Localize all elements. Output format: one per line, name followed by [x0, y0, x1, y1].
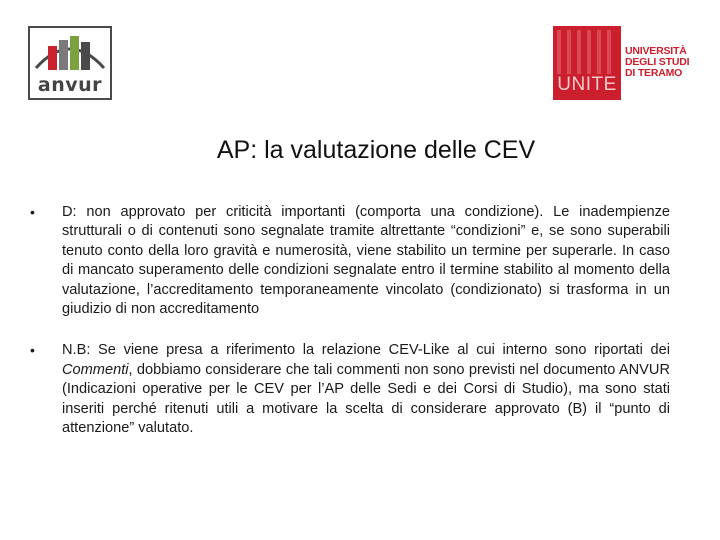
unite-logo-block [553, 26, 621, 100]
anvur-logo-text: anvur [37, 74, 103, 96]
bullet-text [62, 203, 670, 319]
bullet-text-segment: N.B: Se viene presa a riferimento la relazione CEV-Like al cui interno sono riportati dei [62, 342, 670, 359]
bullet-list [28, 203, 670, 460]
bullet-item-outcome-d [28, 203, 670, 319]
unite-logo-stripes [553, 26, 621, 76]
bullet-item-nb [28, 341, 670, 438]
unite-logo [553, 26, 699, 100]
bullet-marker: • [30, 204, 35, 220]
bullet-marker: • [30, 342, 35, 359]
bullet-text-segment: , dobbiamo considerare che tali commenti non sono previsti nel documento ANVUR (Indicazioni operative per le CEV per l’AP delle Sedi e dei Corsi di Studio), ma sono stati inseriti perché ritenuti utili a motivare la scelta di considerare approvato (B) il “punto di attenzione” valutato. [62, 361, 670, 437]
unite-name-line: DEGLI STUDI [625, 56, 690, 68]
bullet-text-emphasis: Commenti [62, 361, 129, 378]
bullet-text-segment: D: non approvato per criticità importanti (comporta una condizione). Le inadempienze strutturali o di contenuti sono segnalate tramite altrettante “condizioni” e, se sono superabili tenuto conto della loro gravità e numerosità, viene stabilito un termine per superarle. In caso di mancato superamento delle condizioni segnalate entro il termine stabilito al momento della valutazione, l’accreditamento temporaneamente vincolato (condizionato) si trasforma in un giudizio di non accreditamento [62, 204, 670, 318]
unite-logo-word: UNITE [557, 74, 617, 95]
anvur-logo [28, 26, 112, 100]
unite-name-line: DI TERAMO [625, 67, 683, 79]
slide-title: AP: la valutazione delle CEV [216, 136, 536, 164]
unite-logo-university-name [625, 46, 699, 79]
unite-name-line: UNIVERSITÀ [625, 45, 687, 57]
bullet-text [62, 341, 670, 438]
